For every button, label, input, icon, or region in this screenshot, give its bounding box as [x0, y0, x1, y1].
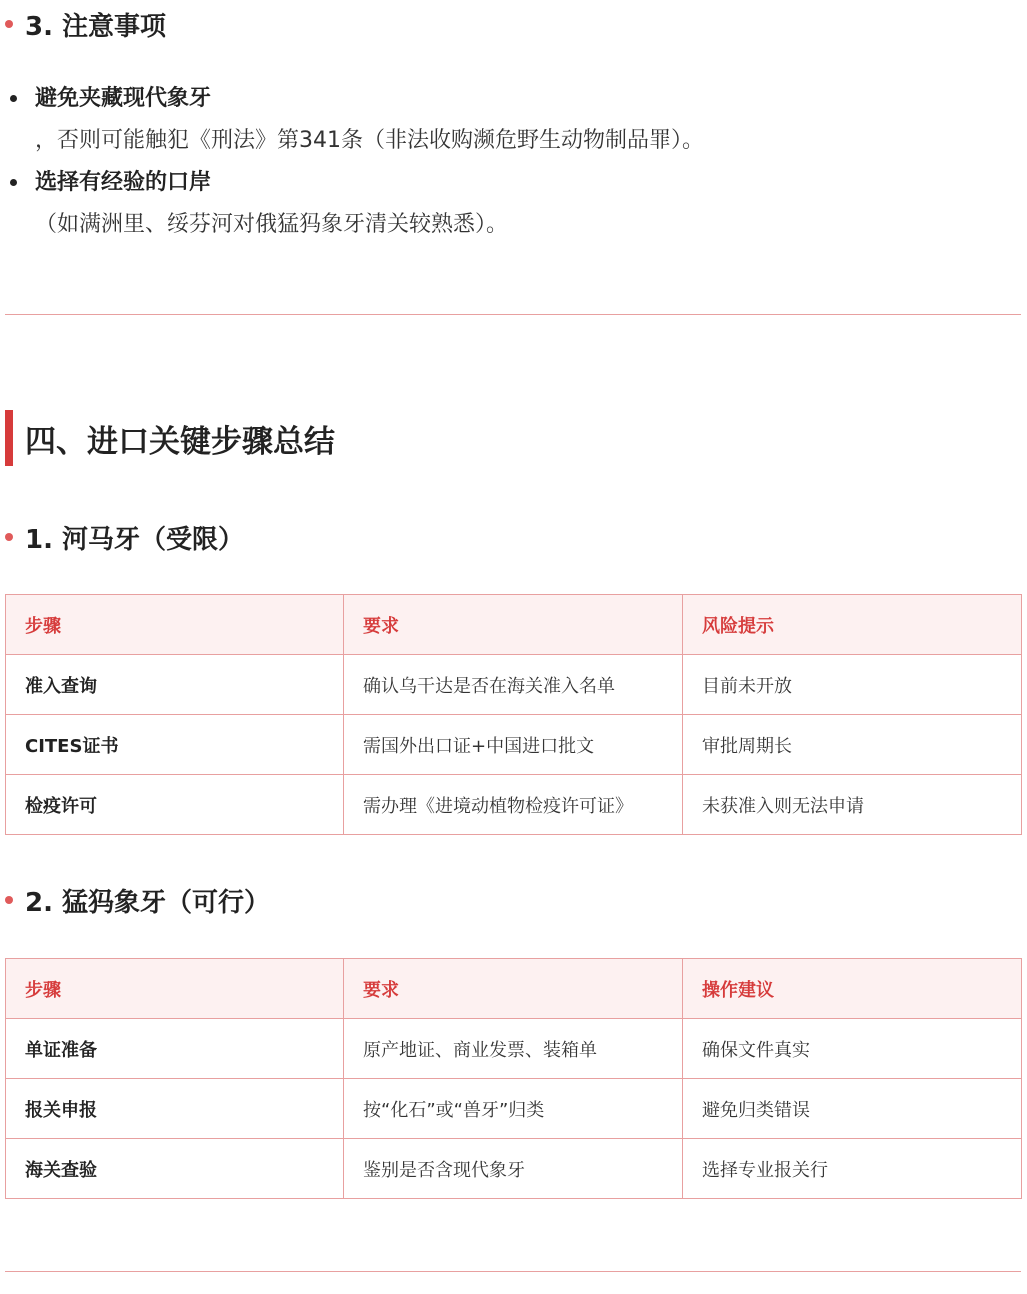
table-row	[6, 775, 1022, 835]
note-text: （如满洲里、绥芬河对俄猛犸象牙清关较熟悉）。	[35, 212, 509, 237]
table-row	[6, 715, 1022, 775]
table-cell: 按“化石”或“兽牙”归类	[344, 1079, 683, 1139]
table-cell: 避免归类错误	[683, 1079, 1022, 1139]
table-cell: 确保文件真实	[683, 1019, 1022, 1079]
table-cell: 海关查验	[6, 1139, 344, 1199]
hippo-tooth-table	[5, 594, 1022, 835]
table-cell: CITES证书	[6, 715, 344, 775]
column-header: 要求	[344, 595, 683, 655]
table-cell: 原产地证、商业发票、装箱单	[344, 1019, 683, 1079]
notes-list	[0, 78, 1000, 246]
bullet-icon	[10, 179, 17, 186]
table-row	[6, 1079, 1022, 1139]
section-3-heading	[0, 4, 166, 44]
column-header: 操作建议	[683, 959, 1022, 1019]
subsection-2-title: 2. 猛犸象牙（可行）	[25, 887, 271, 918]
table-cell: 未获准入则无法申请	[683, 775, 1022, 835]
subsection-1-heading	[0, 517, 244, 557]
list-item	[0, 162, 1000, 246]
table-cell: 选择专业报关行	[683, 1139, 1022, 1199]
section-3-title: 3. 注意事项	[25, 11, 167, 42]
note-strong: 选择有经验的口岸	[35, 170, 212, 195]
bullet-icon	[10, 95, 17, 102]
table-row	[6, 1139, 1022, 1199]
list-item	[0, 78, 1000, 162]
table-cell: 审批周期长	[683, 715, 1022, 775]
table-cell: 目前未开放	[683, 655, 1022, 715]
table-header-row	[6, 959, 1022, 1019]
divider	[5, 1271, 1021, 1272]
table-cell: 确认乌干达是否在海关准入名单	[344, 655, 683, 715]
mammoth-ivory-table	[5, 958, 1022, 1199]
table-cell: 单证准备	[6, 1019, 344, 1079]
subsection-1-title: 1. 河马牙（受限）	[25, 524, 245, 555]
table-cell: 准入查询	[6, 655, 344, 715]
column-header: 步骤	[6, 959, 344, 1019]
table-header-row	[6, 595, 1022, 655]
table-cell: 需国外出口证+中国进口批文	[344, 715, 683, 775]
note-strong: 避免夹藏现代象牙	[35, 86, 212, 111]
table-cell: 鉴别是否含现代象牙	[344, 1139, 683, 1199]
divider	[5, 314, 1021, 315]
section-4-heading	[5, 410, 335, 466]
table-cell: 检疫许可	[6, 775, 344, 835]
heading-dot-icon	[5, 896, 13, 904]
subsection-2-heading	[0, 880, 270, 920]
note-text: ，否则可能触犯《刑法》第341条（非法收购濒危野生动物制品罪）。	[35, 128, 704, 153]
column-header: 步骤	[6, 595, 344, 655]
column-header: 风险提示	[683, 595, 1022, 655]
section-4-title: 四、进口关键步骤总结	[25, 423, 335, 460]
table-row	[6, 655, 1022, 715]
table-cell: 报关申报	[6, 1079, 344, 1139]
heading-dot-icon	[5, 20, 13, 28]
table-cell: 需办理《进境动植物检疫许可证》	[344, 775, 683, 835]
heading-dot-icon	[5, 533, 13, 541]
heading-accent-bar	[5, 410, 13, 466]
column-header: 要求	[344, 959, 683, 1019]
table-row	[6, 1019, 1022, 1079]
